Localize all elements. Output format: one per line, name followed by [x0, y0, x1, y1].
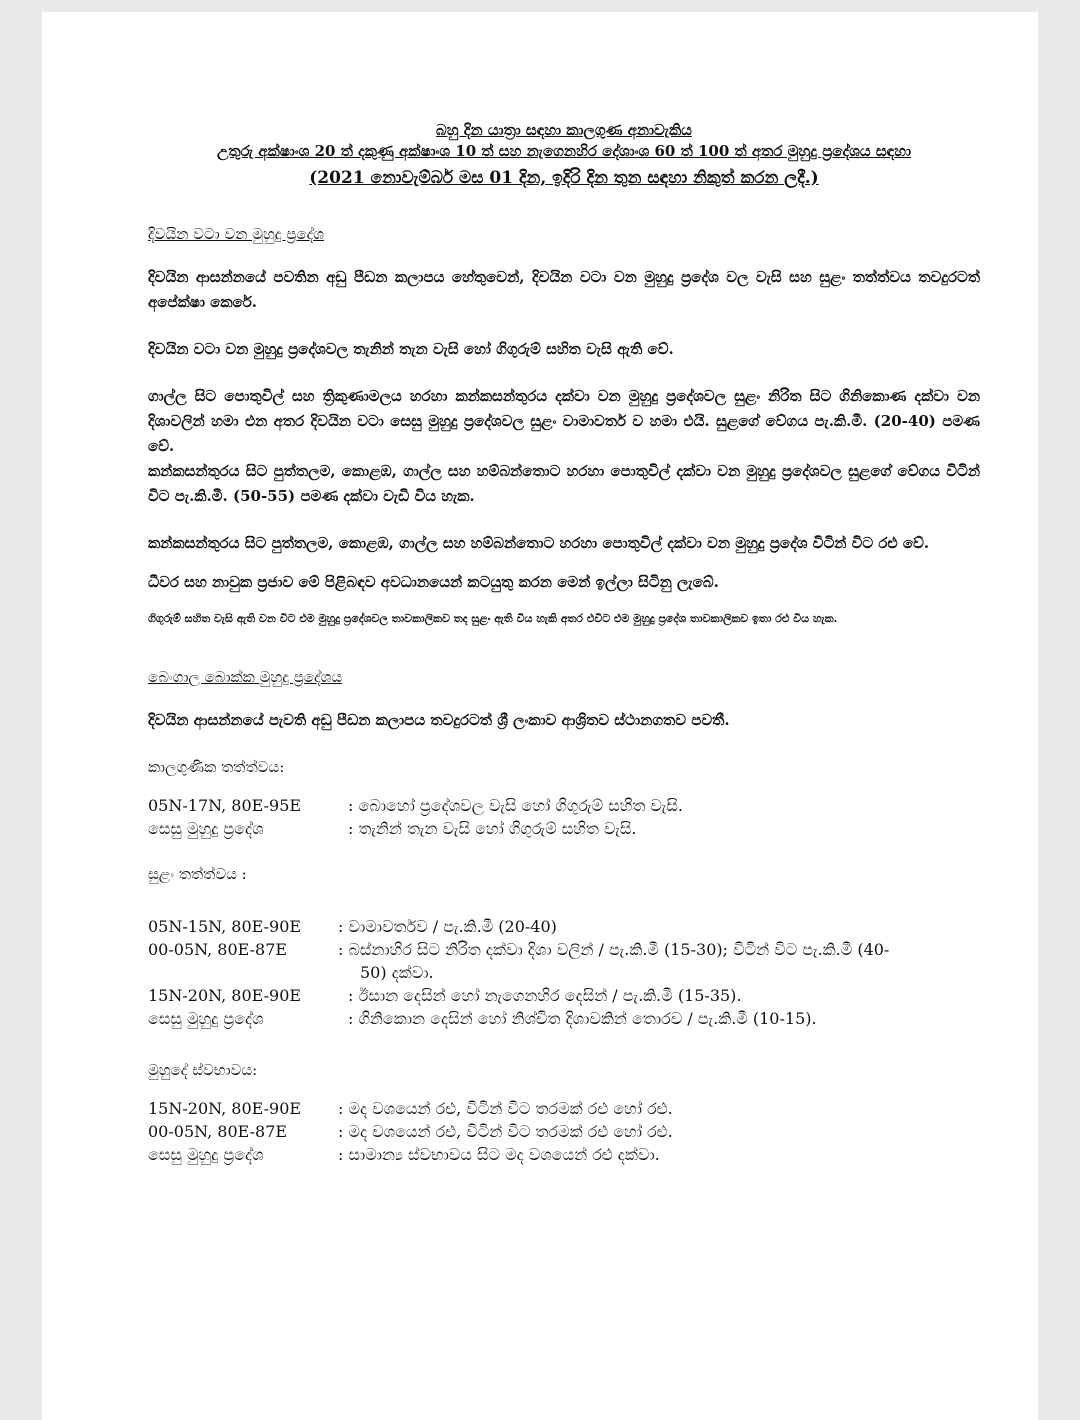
weather-desc: : තැනින් තැන වැසි හෝ ගිගුරුම් සහිත වැසි. — [348, 819, 637, 838]
weather-row — [148, 794, 980, 817]
wind-area: සෙසු මුහුදු ප්‍රදේශ — [148, 1009, 264, 1028]
wind-row — [148, 938, 980, 961]
island-paragraph-3: ගාල්ල සිට පොතුවිල් සහ ත්‍රිකුණාමලය හරහා කන්කසන්තුරය දක්වා වන මුහුදු ප්‍රදේශවල සුළං නිරිත සිට ගිනිකොණ දක්වා වන දිශාවලින් හමා එන අතර දිවයින වටා සෙසු මුහුදු ප්‍රදේශවල සුළං වාමාවර්ත ව හමා එයි. සුළගේ වේගය පැ.කි.මී. (20-40) පමණ වේ. — [148, 387, 980, 455]
sea-state-row — [148, 1143, 980, 1166]
sea-state-row — [148, 1097, 980, 1120]
island-paragraph-1: දිවයින ආසන්නයේ පවතින අඩු පීඩන කලාපය හේතුවෙන්, දිවයින වටා වන මුහුදු ප්‍රදේශ වල වැසි සහ සුළං තත්ත්වය තවදුරටත් අපේක්ෂා කෙරේ. — [148, 268, 980, 311]
document-page — [42, 12, 1038, 1420]
header-title: බහු දින යාත්‍රා සඳහා කාලගුණ අනාවැකිය — [436, 121, 692, 139]
wind-desc: : ගිනිකොන දෙසින් හෝ නිශ්චිත දිශාවකින් තොරව / පැ.කි.මී (10-15). — [348, 1009, 817, 1028]
weather-list — [148, 794, 980, 840]
sea-state-desc: : මද වශයෙන් රළු, විටින් විට තරමක් රළු හෝ රළු. — [338, 1122, 673, 1141]
wind-row — [148, 984, 980, 1007]
sea-state-area: සෙසු මුහුදු ප්‍රදේශ — [148, 1145, 264, 1164]
section-title-bay-of-bengal: බෙංගාල බොක්ක මුහුදු ප්‍රදේශය — [148, 668, 343, 686]
sea-state-row — [148, 1120, 980, 1143]
wind-row — [148, 915, 980, 938]
wind-desc: : වාමාවර්තව / පැ.කි.මී (20-40) — [338, 917, 557, 936]
island-paragraph-5: කන්කසන්තුරය සිට පුත්තලම, කොළඹ, ගාල්ල සහ හම්බන්තොට හරහා පොතුවිල් දක්වා වන මුහුදු ප්‍රදේශ විටින් විට රළු වේ. — [148, 534, 930, 552]
wind-desc: : ඊසාන දෙසින් හෝ නැගෙනහිර දෙසින් / පැ.කි.මී (15-35). — [348, 986, 742, 1005]
wind-desc-continuation: 50) දක්වා. — [360, 963, 434, 982]
sea-state-title: මුහුදේ ස්වභාවය: — [148, 1061, 258, 1079]
header-issue-date: (2021 නොවැම්බර් මස 01 දින, ඉදිරි දින තුන සඳහා නිකුත් කරන ලදී.) — [309, 168, 819, 188]
weather-desc: : බොහෝ ප්‍රදේශවල වැසි හෝ ගිගුරුම් සහිත වැසි. — [348, 796, 683, 815]
sea-state-desc: : මද වශයෙන් රළු, විටින් විට තරමක් රළු හෝ රළු. — [338, 1099, 673, 1118]
sea-state-list — [148, 1097, 980, 1166]
section-title-island: දිවයින වටා වන මුහුදු ප්‍රදේශ — [148, 225, 324, 243]
document-content — [148, 120, 980, 1166]
sea-state-area: 15N-20N, 80E-90E — [148, 1099, 302, 1118]
wind-area: 00-05N, 80E-87E — [148, 940, 288, 959]
wind-row — [148, 1007, 980, 1030]
sea-state-area: 00-05N, 80E-87E — [148, 1122, 288, 1141]
header-region: උතුරු අක්ෂාංශ 20 ත් දකුණු අක්ෂාංශ 10 ත් සහ නැගෙනහිර දේශාංශ 60 ත් 100 ත් අතර මුහුදු ප්‍රදේශය සඳහා — [216, 142, 912, 160]
weather-area: සෙසු මුහුදු ප්‍රදේශ — [148, 819, 264, 838]
weather-row — [148, 817, 980, 840]
wind-area: 05N-15N, 80E-90E — [148, 917, 302, 936]
island-paragraph-2: දිවයින වටා වන මුහුදු ප්‍රදේශවල තැනින් තැන වැසි හෝ ගිගුරුම් සහිත වැසි ඇති වේ. — [148, 340, 674, 358]
wind-area: 15N-20N, 80E-90E — [148, 986, 302, 1005]
wind-title: සුළං තත්ත්වය : — [148, 865, 247, 883]
island-paragraph-7: ගිගුරුම් සහිත වැසි ඇති වන විට එම මුහුදු ප්‍රදේශවල තාවකාලිකව තද සුළං ඇති විය හැකි අතර එවිට එම මුහුදු ප්‍රදේශ තාවකාලිකව ඉතා රළු විය හැක. — [148, 612, 838, 625]
weather-title: කාලගුණික තත්ත්වය: — [148, 758, 285, 776]
wind-desc: : බස්නාහිර සිට නිරිත දක්වා දිශා වලින් / පැ.කි.මී (15-30); විටින් විට පැ.කි.මී (40- — [338, 940, 890, 959]
wind-list — [148, 915, 980, 1030]
weather-area: 05N-17N, 80E-95E — [148, 796, 302, 815]
sea-state-desc: : සාමාන්‍ය ස්වභාවය සිට මද වශයෙන් රළු දක්වා. — [338, 1145, 660, 1164]
island-paragraph-6: ධීවර සහ නාවුක ප්‍රජාව මේ පිළිබඳව අවධානයෙන් කටයුතු කරන මෙන් ඉල්ලා සිටිනු ලැබේ. — [148, 573, 719, 591]
bay-paragraph-1: දිවයින ආසන්නයේ පැවති අඩු පීඩන කලාපය තවදුරටත් ශ්‍රී ලංකාව ආශ්‍රිතව ස්ථානගතව පවතී. — [148, 711, 730, 729]
island-paragraph-4: කන්කසන්තුරය සිට පුත්තලම, කොළඹ, ගාල්ල සහ හම්බන්තොට හරහා පොතුවිල් දක්වා වන මුහුදු ප්‍රදේශවල සුළගේ වේගය විටින් විට පැ.කි.මී. (50-55) පමණ දක්වා වැඩි විය හැක. — [148, 462, 980, 505]
